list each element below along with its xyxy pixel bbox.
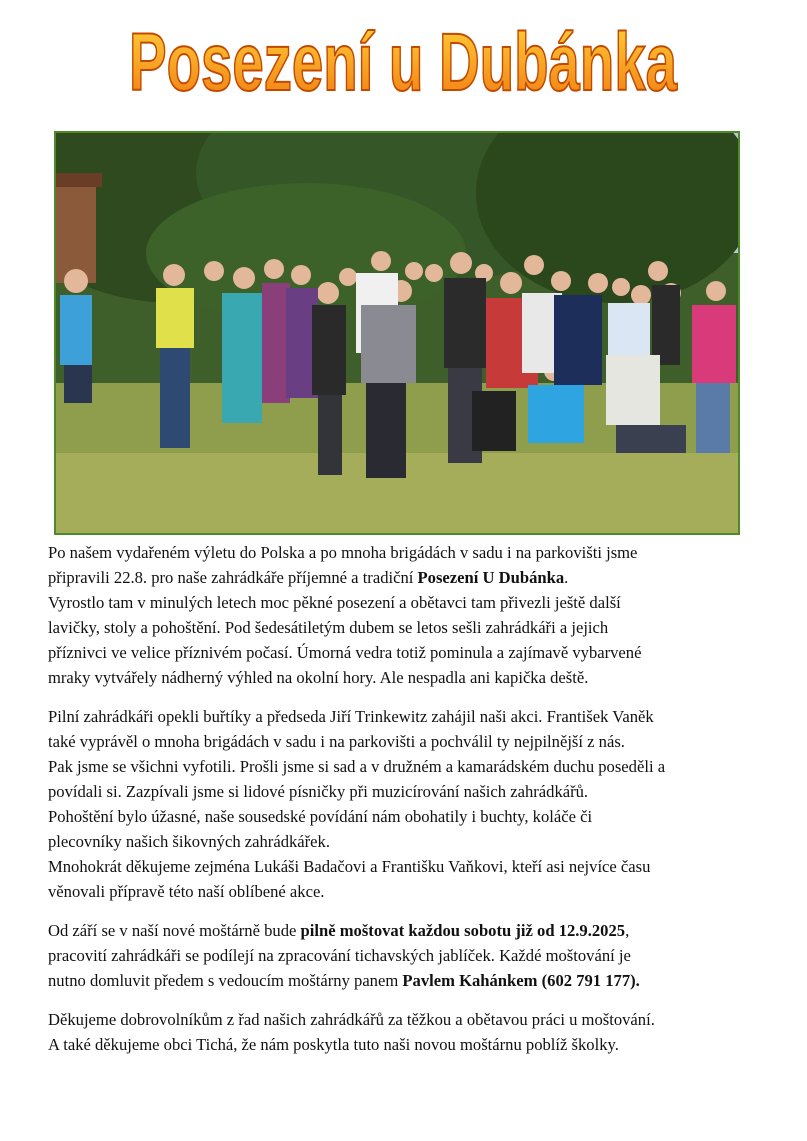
text-line: Vyrostlo tam v minulých letech moc pěkné posezení a obětavci tam přivezli ještě další (48, 593, 621, 612)
text-line: pracovití zahrádkáři se podílejí na zpracování tichavských jablíček. Každé moštování je (48, 946, 631, 965)
text-line: Po našem vydařeném výletu do Polska a po mnoha brigádách v sadu i na parkovišti jsme (48, 543, 638, 562)
text-line: plecovníky našich šikovných zahrádkářek. (48, 832, 330, 851)
paragraph-2 (48, 704, 764, 904)
text-line: lavičky, stoly a pohoštění. Pod šedesátiletým dubem se letos sešli zahrádkáři a jejich (48, 618, 609, 637)
contact-name-bold: Pavlem Kahánkem (402, 971, 538, 990)
text-line: Pilní zahrádkáři opekli buřtíky a předseda Jiří Trinkewitz zahájil naši akci. František Vaněk (48, 707, 654, 726)
group-photo-illustration (56, 133, 740, 535)
event-name-bold: Posezení U Dubánka (417, 568, 565, 587)
page-title (0, 10, 807, 100)
text-line: Děkujeme dobrovolníkům z řad našich zahrádkářů za těžkou a obětavou práci u moštování. (48, 1010, 655, 1029)
text-run: nutno domluvit předem s vedoucím moštárny panem (48, 971, 403, 990)
text-line: věnovali přípravě této naší oblíbené akce. (48, 882, 325, 901)
text-run: , (625, 921, 630, 940)
paragraph-1 (48, 540, 764, 690)
article-body (48, 540, 764, 1071)
text-line: Pohoštění bylo úžasné, naše sousedské povídání nám obohatily i buchty, koláče či (48, 807, 593, 826)
text-line: A také děkujeme obci Tichá, že nám poskytla tuto naši novou moštárnu poblíž školky. (48, 1035, 619, 1054)
paragraph-3 (48, 918, 764, 993)
text-line: Mnohokrát děkujeme zejména Lukáši Badačovi a Františku Vaňkovi, kteří asi nejvíce času (48, 857, 651, 876)
text-line: povídali si. Zazpívali jsme si lidové písničky při muzicírování našich zahrádkářů. (48, 782, 589, 801)
group-photo (54, 131, 740, 535)
page-title-text: Posezení u Dubánka (129, 17, 678, 100)
schedule-bold: pilně moštovat každou sobotu již od 12.9.2025 (300, 921, 626, 940)
text-run: připravili 22.8. pro naše zahrádkáře příjemné a tradiční (48, 568, 418, 587)
text-line: Pak jsme se všichni vyfotili. Prošli jsme si sad a v družném a kamarádském duchu poseděli a (48, 757, 666, 776)
text-run: Od září se v naší nové moštárně bude (48, 921, 301, 940)
text-line (48, 565, 764, 590)
text-line: také vyprávěl o mnoha brigádách v sadu i na parkovišti a pochválil ty nejpilnější z nás. (48, 732, 625, 751)
paragraph-4 (48, 1007, 764, 1057)
text-run: . (564, 568, 569, 587)
text-line (48, 918, 764, 943)
text-line: mraky vytvářely nádherný výhled na okolní hory. Ale nespadla ani kapička deště. (48, 668, 589, 687)
text-line: příznivci ve velice příznivém počasí. Úmorná vedra totiž pominula a zajímavě vybarvené (48, 643, 642, 662)
text-line (48, 968, 764, 993)
contact-phone-bold: (602 791 177). (541, 971, 640, 990)
